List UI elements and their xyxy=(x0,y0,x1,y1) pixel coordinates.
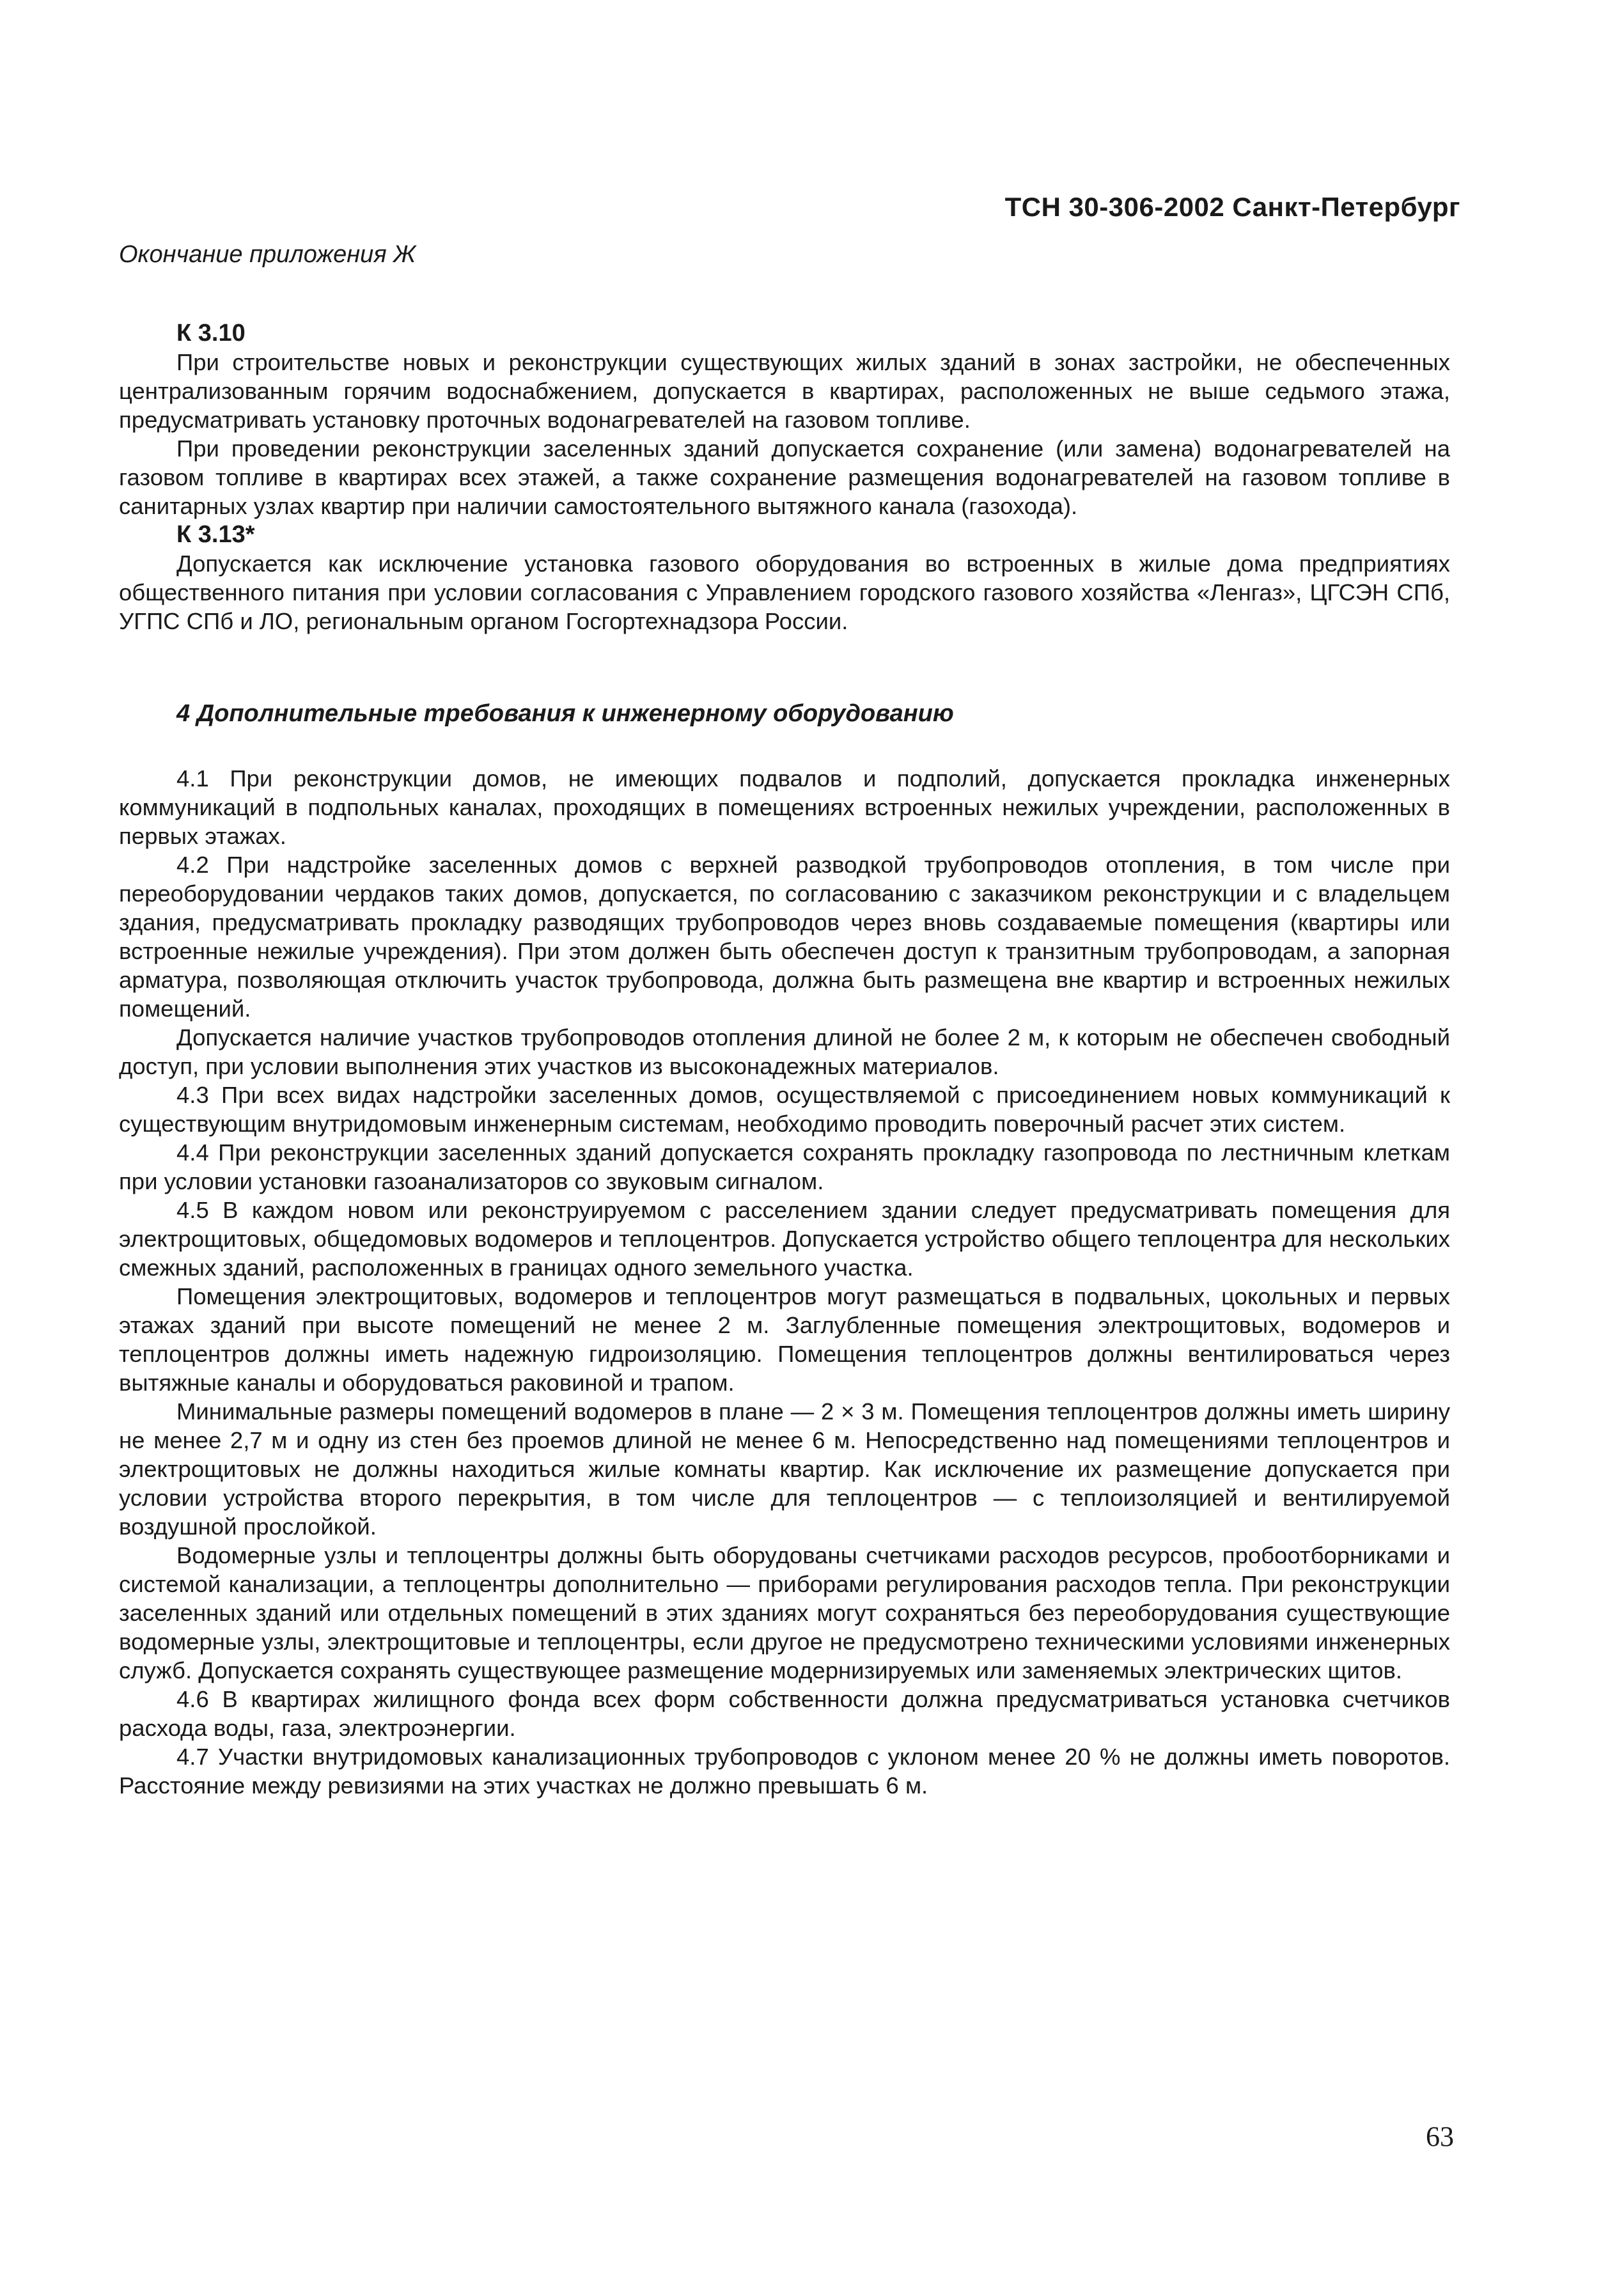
paragraph: Допускается наличие участков трубопроводов отопления длиной не более 2 м, к которым не обеспечен свободный доступ, при условии выполнения этих участков из высоконадежных материалов. xyxy=(119,1024,1450,1079)
document-body xyxy=(119,240,1450,1800)
paragraph: Водомерные узлы и теплоцентры должны быть оборудованы счетчиками расходов ресурсов, пробоотборниками и системой канализации, а теплоцентры дополнительно — приборами регулирования расходов тепла. При реконструкции заселенных зданий или отдельных помещений в этих зданиях могут сохраняться без переоборудования существующие водомерные узлы, электрощитовые и теплоцентры, если другое не предусмотрено техническими условиями инженерных служб. Допускается сохранять существующее размещение модернизируемых или заменяемых электрических щитов. xyxy=(119,1542,1450,1684)
paragraph: 4.5 В каждом новом или реконструируемом с расселением здании следует предусматривать помещения для электрощитовых, общедомовых водомеров и теплоцентров. Допускается устройство общего теплоцентра для нескольких смежных зданий, расположенных в границах одного земельного участка. xyxy=(119,1197,1450,1281)
paragraph: 4.1 При реконструкции домов, не имеющих подвалов и подполий, допускается прокладка инженерных коммуникаций в подпольных каналах, проходящих в помещениях встроенных нежилых учреждении, расположенных в первых этажах. xyxy=(119,765,1450,849)
paragraph: 4.6 В квартирах жилищного фонда всех форм собственности должна предусматриваться установка счетчиков расхода воды, газа, электроэнергии. xyxy=(119,1686,1450,1741)
paragraph: Минимальные размеры помещений водомеров в плане — 2 × 3 м. Помещения теплоцентров должны иметь ширину не менее 2,7 м и одну из стен без проемов длиной не менее 6 м. Непосредственно над помещениями теплоцентров и электрощитовых не должны находиться жилые комнаты квартир. Как исключение их размещение допускается при условии устройства второго перекрытия, в том числе для теплоцентров — с теплоизоляцией и вентилируемой воздушной прослойкой. xyxy=(119,1398,1450,1540)
appendix-continuation-note: Окончание приложения Ж xyxy=(119,241,416,268)
paragraph: 4.2 При надстройке заселенных домов с верхней разводкой трубопроводов отопления, в том числе при переоборудовании чердаков таких домов, допускается, по согласованию с заказчиком реконструкции и с владельцем здания, предусматривать прокладку разводящих трубопроводов через вновь создаваемые помещения (квартиры или встроенные нежилые учреждения). При этом должен быть обеспечен доступ к транзитным трубопроводам, а запорная арматура, позволяющая отключить участок трубопровода, должна быть размещена вне квартир и встроенных нежилых помещений. xyxy=(119,852,1450,1022)
section-heading: 4 Дополнительные требования к инженерному оборудованию xyxy=(176,700,954,727)
paragraph: При проведении реконструкции заселенных зданий допускается сохранение (или замена) водонагревателей на газовом топливе в квартирах всех этажей, а также сохранение размещения водонагревателей на газовом топливе в санитарных узлах квартир при наличии самостоятельного вытяжного канала (газохода). xyxy=(119,435,1450,519)
clause-reference: К 3.10 xyxy=(176,320,246,347)
paragraph: При строительстве новых и реконструкции существующих жилых зданий в зонах застройки, не обеспеченных централизованным горячим водоснабжением, допускается в квартирах, расположенных не выше седьмого этажа, предусматривать установку проточных водонагревателей на газовом топливе. xyxy=(119,349,1450,433)
paragraph: Помещения электрощитовых, водомеров и теплоцентров могут размещаться в подвальных, цокольных и первых этажах зданий при высоте помещений не менее 2 м. Заглубленные помещения электрощитовых, водомеров и теплоцентров должны иметь надежную гидроизоляцию. Помещения теплоцентров должны вентилироваться через вытяжные каналы и оборудоваться раковиной и трапом. xyxy=(119,1283,1450,1396)
paragraph: 4.4 При реконструкции заселенных зданий допускается сохранять прокладку газопровода по лестничным клеткам при условии установки газоанализаторов со звуковым сигналом. xyxy=(119,1139,1450,1194)
paragraph: 4.7 Участки внутридомовых канализационных трубопроводов с уклоном менее 20 % не должны иметь поворотов. Расстояние между ревизиями на этих участках не должно превышать 6 м. xyxy=(119,1744,1450,1799)
paragraph: 4.3 При всех видах надстройки заселенных домов, осуществляемой с присоединением новых коммуникаций к существующим внутридомовым инженерным системам, необходимо проводить поверочный расчет этих систем. xyxy=(119,1082,1450,1137)
running-header-title: ТСН 30-306-2002 Санкт-Петербург xyxy=(1004,192,1460,222)
clause-reference: К 3.13* xyxy=(176,521,255,548)
page-number: 63 xyxy=(1426,2121,1454,2152)
paragraph: Допускается как исключение установка газового оборудования во встроенных в жилые дома предприятиях общественного питания при условии согласования с Управлением городского газового хозяйства «Ленгаз», ЦГСЭН СПб, УГПС СПб и ЛО, региональным органом Госгортехнадзора России. xyxy=(119,551,1450,634)
